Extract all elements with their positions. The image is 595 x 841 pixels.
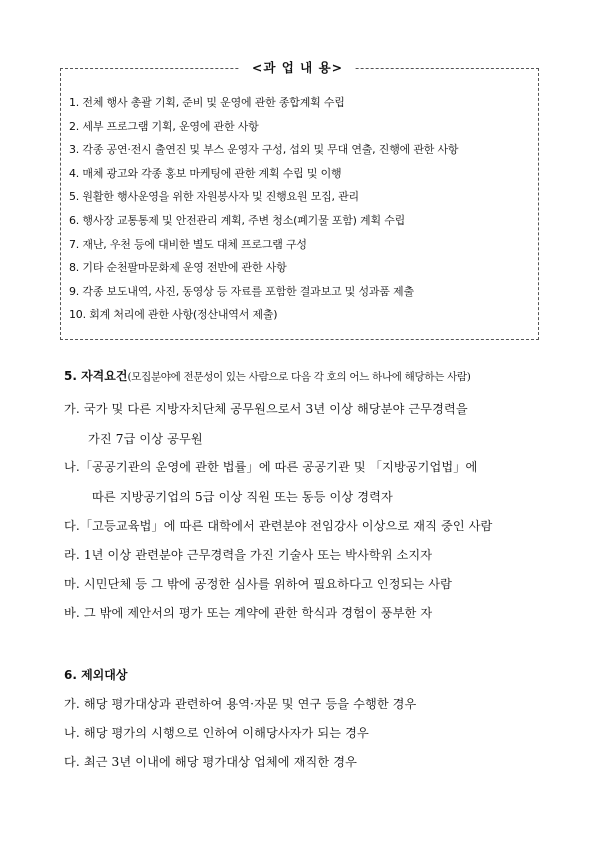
task-item: 7. 재난, 우천 등에 대비한 별도 대체 프로그램 구성 [69,237,307,251]
section6-heading: 6. 제외대상 [64,668,128,682]
task-box-title-wrap [0,57,595,76]
qualification-item: 다.「고등교육법」에 따른 대학에서 관련분야 전임강사 이상으로 재직 중인 사람 [64,519,493,533]
qualification-item-continued: 따른 지방공기업의 5급 이상 직원 또는 동등 이상 경력자 [92,490,393,504]
task-box-title: <과 업 내 용> [240,60,355,75]
section5-heading-row [64,367,471,384]
section5-heading: 5. 자격요건 [64,369,128,383]
exclusion-item: 다. 최근 3년 이내에 해당 평가대상 업체에 재직한 경우 [64,755,357,769]
qualification-item: 마. 시민단체 등 그 밖에 공정한 심사를 위하여 필요하다고 인정되는 사람 [64,577,453,591]
qualification-item: 라. 1년 이상 관련분야 근무경력을 가진 기술사 또는 박사학위 소지자 [64,548,433,562]
exclusion-item: 나. 해당 평가의 시행으로 인하여 이해당사자가 되는 경우 [64,726,369,740]
task-item: 2. 세부 프로그램 기획, 운영에 관한 사항 [69,119,259,133]
task-item: 5. 원활한 행사운영을 위한 자원봉사자 및 진행요원 모집, 관리 [69,190,359,204]
task-item: 6. 행사장 교통통제 및 안전관리 계획, 주변 청소(폐기물 포함) 계획 수립 [69,213,406,227]
task-item: 10. 회계 처리에 관한 사항(정산내역서 제출) [69,308,278,322]
task-item: 1. 전체 행사 총괄 기획, 준비 및 운영에 관한 종합계획 수립 [69,96,345,109]
task-item: 9. 각종 보도내역, 사진, 동영상 등 자료를 포함한 결과보고 및 성과품 제출 [69,284,414,298]
task-item: 4. 매체 광고와 각종 홍보 마케팅에 관한 계획 수립 및 이행 [69,166,342,180]
section6-heading-row [64,666,127,683]
section5-note: (모집분야에 전문성이 있는 사람으로 다음 각 호의 어느 하나에 해당하는 사람) [127,371,471,383]
qualification-item: 가. 국가 및 다른 지방자치단체 공무원으로서 3년 이상 해당분야 근무경력을 [64,402,468,416]
task-item: 3. 각종 공연·전시 출연진 및 부스 운영자 구성, 섭외 및 무대 연출, 진행에 관한 사항 [69,143,459,157]
qualification-item: 나.「공공기관의 운영에 관한 법률」에 따른 공공기관 및 「지방공기업법」에 [64,460,478,474]
task-list [69,94,458,330]
exclusion-item: 가. 해당 평가대상과 관련하여 용역·자문 및 연구 등을 수행한 경우 [64,697,417,711]
task-item: 8. 기타 순천팔마문화제 운영 전반에 관한 사항 [69,261,287,275]
qualification-item: 바. 그 밖에 제안서의 평가 또는 계약에 관한 학식과 경험이 풍부한 자 [64,606,433,620]
qualification-item-continued: 가진 7급 이상 공무원 [88,432,203,446]
